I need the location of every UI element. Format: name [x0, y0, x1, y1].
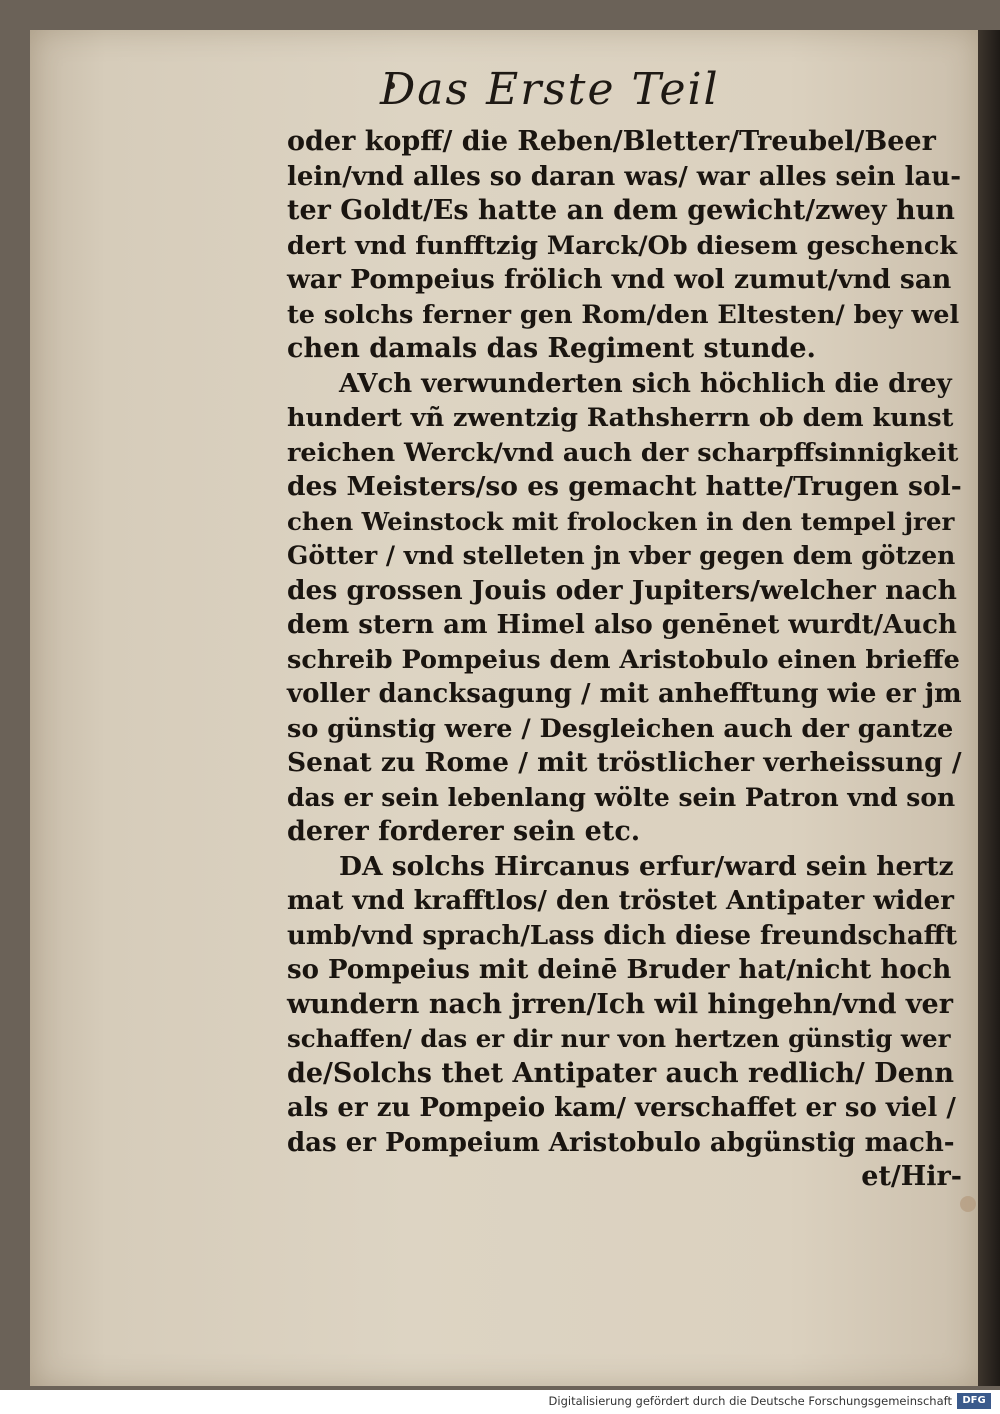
text-line: reichen Werck/vnd auch der scharpffsinnigkeit [287, 437, 959, 468]
text-line: te solchs ferner gen Rom/den Eltesten/ bey wel [287, 299, 960, 330]
text-line: AVch verwunderten sich höchlich die drey [339, 368, 952, 399]
catchword: et/Hir- [861, 1161, 962, 1192]
text-line: DA solchs Hircanus erfur/ward sein hertz [339, 850, 954, 882]
text-line: mat vnd krafftlos/ den tröstet Antipater wider [287, 886, 954, 916]
text-line: lein/vnd alles so daran was/ war alles sein lau- [287, 161, 961, 192]
text-line: Senat zu Rome / mit tröstlicher verheissung / [287, 747, 962, 778]
text-line: des grossen Jouis oder Jupiters/welcher nach [287, 574, 957, 606]
text-line: hundert vñ zwentzig Rathsherrn ob dem kunst [287, 403, 954, 433]
dfg-logo: DFG [957, 1393, 991, 1409]
text-line: so günstig were / Desgleichen auch der gantze [287, 713, 954, 744]
body-text [287, 125, 962, 1195]
text-line: schreib Pompeius dem Aristobulo einen brieffe [287, 644, 960, 675]
footer-credit: Digitalisierung gefördert durch die Deutsche Forschungsgemeinschaft [548, 1394, 952, 1408]
text-line: das er Pompeium Aristobulo abgünstig mach- [287, 1127, 955, 1158]
text-line: dert vnd funfftzig Marck/Ob diesem geschenck [287, 230, 958, 261]
text-line: des Meisters/so es gemacht hatte/Trugen sol- [287, 471, 962, 502]
text-line: oder kopff/ die Reben/Bletter/Treubel/Beer [287, 126, 936, 157]
text-line: als er zu Pompeio kam/ verschaffet er so viel / [287, 1093, 956, 1123]
text-line: so Pompeius mit deinē Bruder hat/nicht hoch [287, 955, 952, 985]
text-line: de/Solchs thet Antipater auch redlich/ Denn [287, 1057, 955, 1089]
running-head: Das Erste Teil [380, 64, 720, 115]
text-line: derer forderer sein etc. [287, 816, 641, 847]
text-line: Götter / vnd stelleten jn vber gegen dem götzen [287, 541, 956, 570]
text-line: umb/vnd sprach/Lass dich diese freundschafft [287, 920, 958, 951]
text-line: ter Goldt/Es hatte an dem gewicht/zwey hun [287, 195, 955, 226]
text-line: das er sein lebenlang wölte sein Patron vnd son [287, 782, 956, 812]
page-edge-shadow [978, 30, 1000, 1386]
text-line: voller dancksagung / mit anhefftung wie er jm [287, 679, 962, 709]
text-line: wundern nach jrren/Ich wil hingehn/vnd ver [287, 988, 953, 1020]
text-line: war Pompeius frölich vnd wol zumut/vnd san [287, 264, 952, 295]
text-line: schaffen/ das er dir nur von hertzen günstig wer [287, 1024, 951, 1053]
page-stain [960, 1196, 976, 1212]
text-line: chen Weinstock mit frolocken in den tempel jrer [287, 506, 955, 536]
text-line: dem stern am Himel also genēnet wurdt/Auch [287, 610, 957, 640]
text-line: chen damals das Regiment stunde. [287, 333, 816, 364]
